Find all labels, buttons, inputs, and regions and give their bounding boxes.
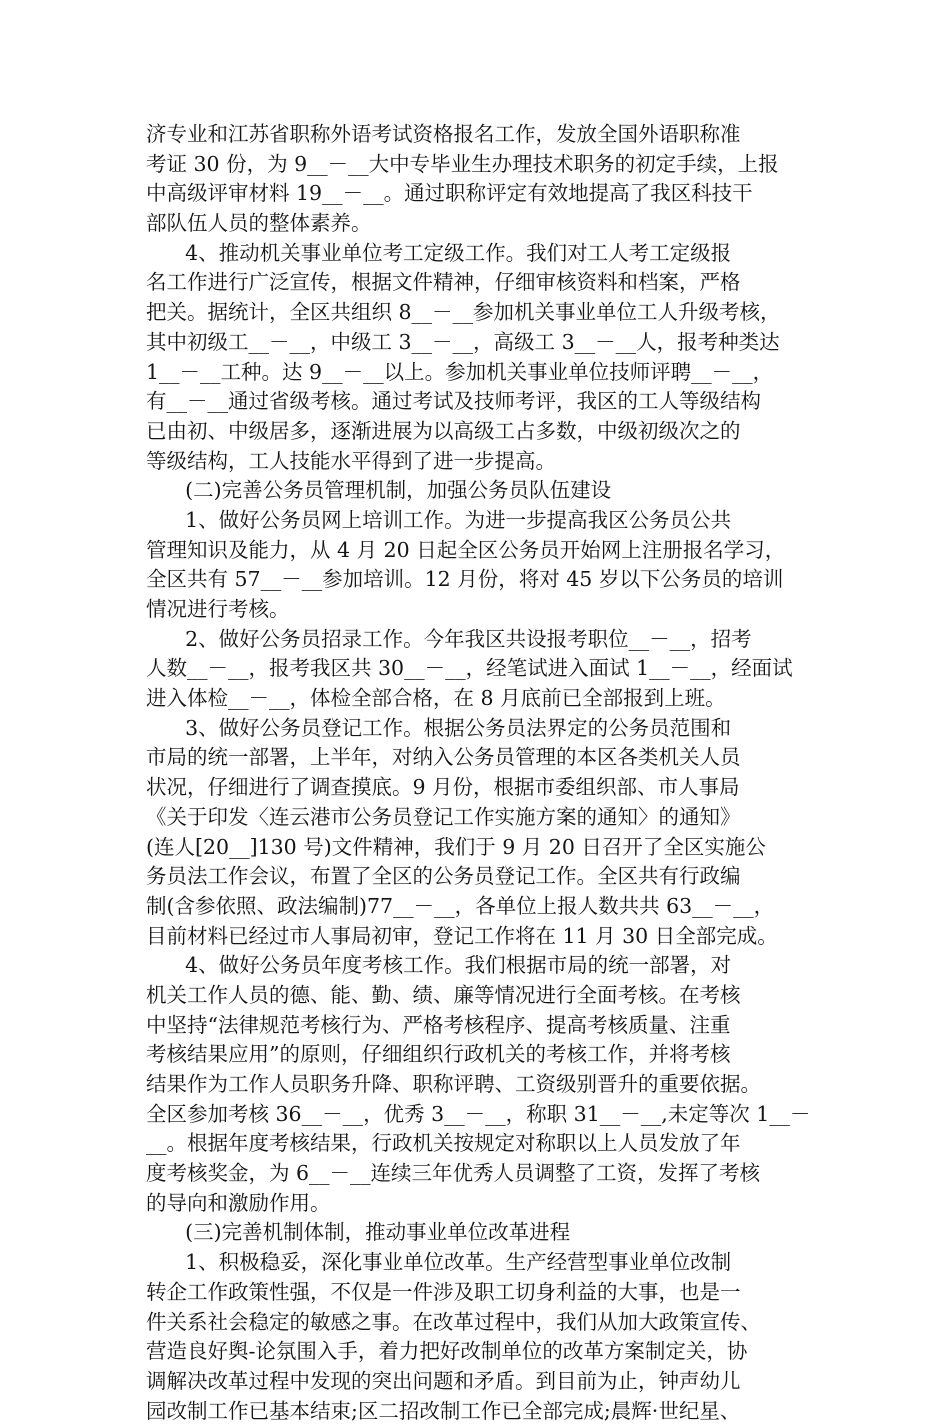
text-line: 结果作为工作人员职务升降、职称评聘、工资级别晋升的重要依据。 [146,1072,761,1096]
text-line: __。根据年度考核结果，行政机关按规定对称职以上人员发放了年 [146,1131,741,1156]
text-line: 4、做好公务员年度考核工作。我们根据市局的统一部署，对 [146,953,732,978]
text-line: 中坚持“法律规范考核行为、严格考核程序、提高考核质量、注重 [146,1012,731,1037]
document-body [146,120,826,1426]
text-line: 1__－__工种。达 9__－__以上。参加机关事业单位技师评聘__－__， [146,359,774,384]
text-line: 《关于印发〈连云港市公务员登记工作实施方案的通知〉的通知》 [146,804,741,829]
text-line: 考证 30 份，为 9__－__大中专毕业生办理技术职务的初定手续，上报 [146,151,779,176]
text-line: 机关工作人员的德、能、勤、绩、廉等情况进行全面考核。在考核 [146,982,741,1007]
text-line: 有__－__通过省级考核。通过考试及技师考评，我区的工人等级结构 [146,389,761,414]
text-line: (三)完善机制体制，推动事业单位改革进程 [146,1220,571,1245]
text-line: 其中初级工__－__，中级工 3__－__，高级工 3__－__人，报考种类达 [146,329,780,354]
text-line: 1、做好公务员网上培训工作。为进一步提高我区公务员公共 [146,507,732,532]
text-line: 情况进行考核。 [146,597,290,621]
text-line: 等级结构，工人技能水平得到了进一步提高。 [146,448,556,473]
text-line: 3、做好公务员登记工作。根据公务员法界定的公务员范围和 [146,715,732,740]
text-line: 考核结果应用”的原则，仔细组织行政机关的考核工作，并将考核 [146,1042,731,1067]
text-line: 济专业和江苏省职称外语考试资格报名工作，发放全国外语职称准 [146,122,741,146]
text-line: 把关。据统计，全区共组织 8__－__参加机关事业单位工人升级考核， [146,300,781,325]
text-line: 2、做好公务员招录工作。今年我区共设报考职位__－__，招考 [146,626,752,651]
text-line: 状况，仔细进行了调查摸底。9 月份，根据市委组织部、市人事局 [146,775,740,800]
text-line: 全区参加考核 36__－__，优秀 3__－__，称职 31__－__,未定等次 1__－ [146,1101,811,1126]
text-line: 中高级评审材料 19__－__。通过职称评定有效地提高了我区科技干 [146,181,753,206]
text-line: 目前材料已经过市人事局初审，登记工作将在 11 月 30 日全部完成。 [146,923,778,948]
text-line: 件关系社会稳定的敏感之事。在改革过程中，我们从加大政策宣传、 [146,1309,761,1334]
text-line: (连人[20__]130 号)文件精神，我们于 9 月 20 日召开了全区实施公 [146,834,766,859]
text-line: 转企工作政策性强，不仅是一件涉及职工切身利益的大事，也是一 [146,1279,741,1304]
text-line: 1、积极稳妥，深化事业单位改革。生产经营型事业单位改制 [146,1250,732,1275]
text-line: 全区共有 57__－__参加培训。12 月份，将对 45 岁以下公务员的培训 [146,567,784,592]
text-line: 园改制工作已基本结束;区二招改制工作已全部完成;晨辉·世纪星、 [146,1398,741,1423]
text-line: 人数__－__，报考我区共 30__－__，经笔试进入面试 1__－__，经面试 [146,656,793,681]
text-line: 营造良好舆-论氛围入手，着力把好改制单位的改革方案制定关，协 [146,1339,748,1364]
text-line: 管理知识及能力，从 4 月 20 日起全区公务员开始网上注册报名学习， [146,537,786,562]
text-line: 的导向和激励作用。 [146,1190,331,1215]
text-line: (二)完善公务员管理机制，加强公务员队伍建设 [146,478,612,503]
text-line: 进入体检__－__，体检全部合格，在 8 月底前已全部报到上班。 [146,686,726,711]
text-line: 市局的统一部署，上半年，对纳入公务员管理的本区各类机关人员 [146,745,741,770]
text-line: 调解决改革过程中发现的突出问题和矛盾。到目前为止，钟声幼儿 [146,1368,741,1393]
text-line: 度考核奖金，为 6__－__连续三年优秀人员调整了工资，发挥了考核 [146,1161,761,1186]
text-line: 4、推动机关事业单位考工定级工作。我们对工人考工定级报 [146,240,732,265]
text-line: 已由初、中级居多，逐渐进展为以高级工占多数，中级初级次之的 [146,418,741,443]
text-line: 部队伍人员的整体素养。 [146,211,372,236]
text-line: 务员法工作会议，布置了全区的公务员登记工作。全区共有行政编 [146,864,741,889]
text-line: 制(含参依照、政法编制)77__－__，各单位上报人数共共 63__－__， [146,893,775,918]
text-line: 名工作进行广泛宣传，根据文件精神，仔细审核资料和档案，严格 [146,270,741,295]
